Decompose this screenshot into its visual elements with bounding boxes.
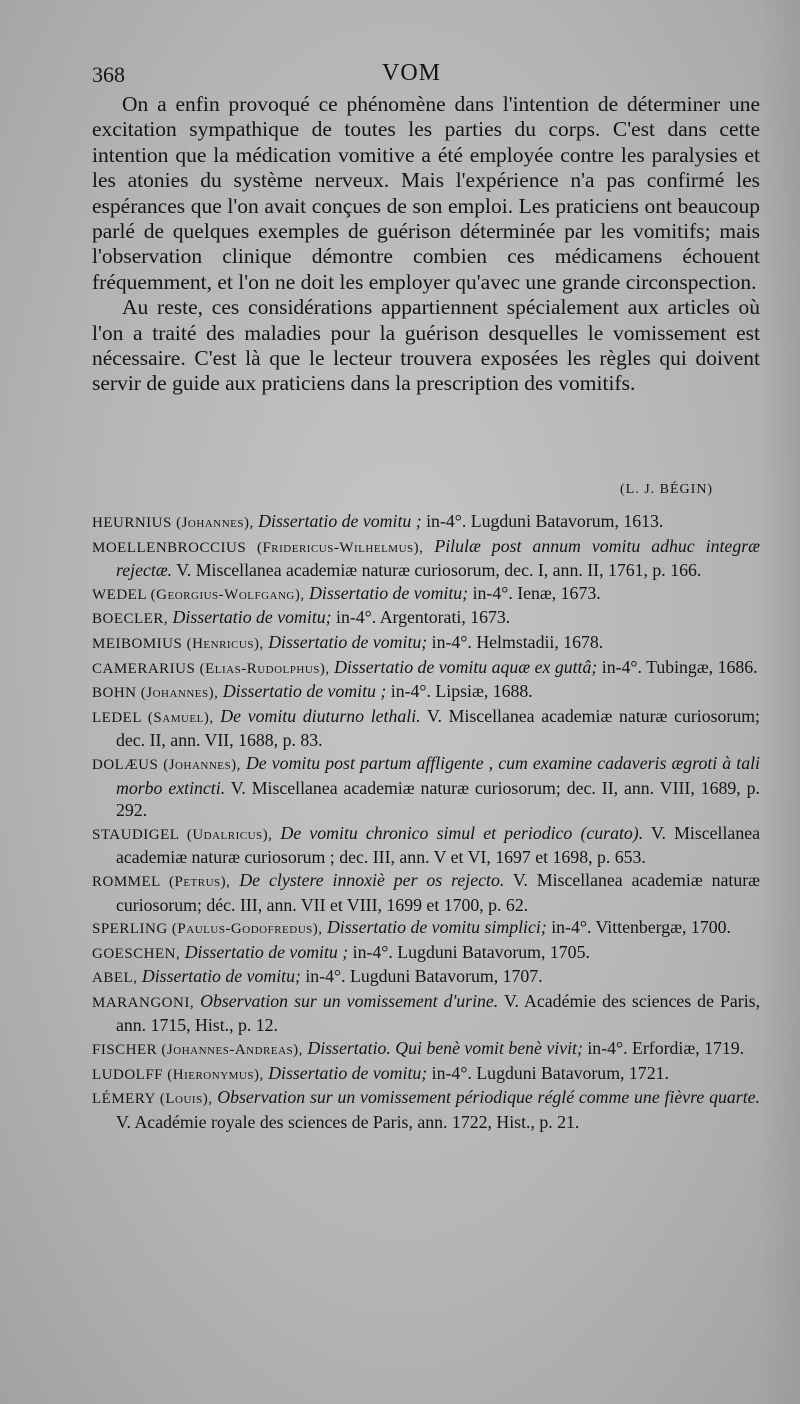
page-edge-shadow <box>760 0 800 1404</box>
page-number: 368 <box>92 62 125 87</box>
entry-details: in-4°. Lugduni Batavorum, 1707. <box>305 966 543 987</box>
entry-title: Observation sur un vomissement d'urine. <box>200 990 499 1011</box>
bibliography-entry <box>92 1062 760 1087</box>
entry-author: STAUDIGEL (Udalricus), <box>92 826 273 843</box>
bibliography-entry <box>92 705 760 752</box>
bibliography-entry <box>92 752 760 822</box>
entry-title: Dissertatio de vomitu; <box>309 582 469 603</box>
bibliography-entry <box>92 510 760 535</box>
entry-details: in-4°. Erfordiæ, 1719. <box>587 1038 745 1059</box>
entry-title: Dissertatio de vomitu ; <box>222 681 387 702</box>
entry-author: MEIBOMIUS (Henricus), <box>92 635 264 652</box>
entry-author: LEDEL (Samuel), <box>92 709 214 726</box>
entry-title: Dissertatio de vomitu; <box>268 631 428 652</box>
bibliography-entry <box>92 1037 760 1062</box>
bibliography-entry <box>92 656 760 681</box>
entry-title: Dissertatio. Qui benè vomit benè vivit; <box>307 1038 583 1059</box>
entry-details: V. Miscellanea academiæ naturæ curiosorum; dec. II, ann. VII, 1688, p. 83. <box>116 705 760 751</box>
entry-title: Dissertatio de vomitu aquæ ex guttâ; <box>334 656 598 677</box>
entry-author: LÉMERY (Louis), <box>92 1091 213 1108</box>
entry-details: V. Miscellanea academiæ naturæ curiosorum, dec. I, ann. II, 1761, p. 166. <box>176 560 702 581</box>
bibliography <box>92 510 760 1133</box>
entry-details: in-4°. Ienæ, 1673. <box>472 582 601 603</box>
entry-title: Dissertatio de vomitu simplici; <box>326 917 547 938</box>
entry-title: De vomitu post partum affligente , cum examine cadaveris ægroti à tali morbo extincti. <box>116 752 760 798</box>
entry-details: in-4°. Vittenbergæ, 1700. <box>551 917 731 938</box>
bibliography-entry <box>92 606 760 631</box>
entry-details: V. Miscellanea academiæ naturæ curiosorum; déc. III, ann. VII et VIII, 1699 et 1700, p. 62. <box>116 869 760 915</box>
bibliography-entry <box>92 582 760 607</box>
entry-author: BOECLER, <box>92 611 169 628</box>
bibliography-entry <box>92 965 760 990</box>
running-head: VOM <box>382 60 442 86</box>
entry-author: GOESCHEN, <box>92 945 181 962</box>
entry-author: HEURNIUS (Johannes), <box>92 515 254 531</box>
entry-details: in-4°. Lugduni Batavorum, 1721. <box>431 1062 669 1083</box>
entry-details: V. Académie royale des sciences de Paris, ann. 1722, Hist., p. 21. <box>116 1111 580 1132</box>
page-header <box>92 58 782 92</box>
entry-author: CAMERARIUS (Elias-Rudolphus), <box>92 660 330 677</box>
entry-author: ABEL, <box>92 970 138 987</box>
entry-author: WEDEL (Georgius-Wolfgang), <box>92 586 305 603</box>
entry-title: Dissertatio de vomitu ; <box>184 941 349 962</box>
entry-title: De clystere innoxiè per os rejecto. <box>239 869 505 890</box>
bibliography-entry <box>92 1086 760 1133</box>
article-body <box>92 92 760 397</box>
entry-author: SPERLING (Paulus-Godofredus), <box>92 921 323 938</box>
bibliography-entry <box>92 941 760 966</box>
entry-details: V. Miscellanea academiæ naturæ curiosorum; dec. II, ann. VIII, 1689, p. 292. <box>116 777 760 821</box>
entry-title: De vomitu diuturno lethali. <box>220 705 421 726</box>
entry-title: Dissertatio de vomitu; <box>172 607 332 628</box>
paragraph: Au reste, ces considérations appartiennent spécialement aux articles où l'on a traité des maladies pour la guérison desquelles le vomissement est nécessaire. C'est là que le lecteur trouvera exposées les règles qui doivent servir de guide aux praticiens dans la prescription des vomitifs. <box>92 295 760 396</box>
entry-author: LUDOLFF (Hieronymus), <box>92 1066 264 1083</box>
entry-details: in-4°. Argentorati, 1673. <box>336 607 511 628</box>
entry-author: FISCHER (Johannes-Andreas), <box>92 1042 303 1059</box>
bibliography-entry <box>92 680 760 705</box>
entry-details: in-4°. Lugduni Batavorum, 1613. <box>426 511 664 531</box>
paragraph: On a enfin provoqué ce phénomène dans l'intention de déterminer une excitation sympathique de toutes les parties du corps. C'est dans cette intention que la médication vomitive a été employée contre les paralysies et les atonies du système nerveux. Mais l'expérience n'a pas confirmé les espérances que l'on avait conçues de son emploi. Les praticiens ont beaucoup parlé de quelques exemples de guérison déterminée par les vomitifs; mais l'observation clinique démontre combien ces médicamens échouent fréquemment, et l'on ne doit les employer qu'avec une grande circonspection. <box>92 92 760 294</box>
entry-title: Dissertatio de vomitu; <box>268 1062 428 1083</box>
entry-details: in-4°. Lugduni Batavorum, 1705. <box>352 941 590 962</box>
entry-title: Pilulæ post annum vomitu adhuc integræ rejectæ. <box>116 535 760 581</box>
entry-details: V. Académie des sciences de Paris, ann. 1715, Hist., p. 12. <box>116 990 761 1036</box>
bibliography-entry <box>92 990 760 1037</box>
bibliography-entry <box>92 631 760 656</box>
entry-title: Observation sur un vomissement périodique réglé comme une fièvre quarte. <box>217 1087 760 1108</box>
author-signature: (L. J. BÉGIN) <box>620 482 714 497</box>
entry-details: in-4°. Lipsiæ, 1688. <box>390 681 533 702</box>
entry-details: V. Miscellanea academiæ naturæ curiosorum ; dec. III, ann. V et VI, 1697 et 1698, p. 653. <box>116 822 761 868</box>
bibliography-entry <box>92 822 760 869</box>
entry-author: BOHN (Johannes), <box>92 685 219 702</box>
entry-author: MARANGONI, <box>92 994 195 1011</box>
entry-title: Dissertatio de vomitu; <box>141 966 301 987</box>
entry-title: De vomitu chronico simul et periodico (curato). <box>280 822 644 843</box>
entry-author: MOELLENBROCCIUS (Fridericus-Wilhelmus), <box>92 539 424 556</box>
entry-author: DOLÆUS (Johannes), <box>92 756 241 773</box>
entry-details: in-4°. Tubingæ, 1686. <box>601 656 758 677</box>
bibliography-entry <box>92 535 760 582</box>
entry-details: in-4°. Helmstadii, 1678. <box>431 631 604 652</box>
entry-author: ROMMEL (Petrus), <box>92 873 231 890</box>
entry-title: Dissertatio de vomitu ; <box>258 511 422 531</box>
bibliography-entry <box>92 869 760 916</box>
bibliography-entry <box>92 916 760 941</box>
